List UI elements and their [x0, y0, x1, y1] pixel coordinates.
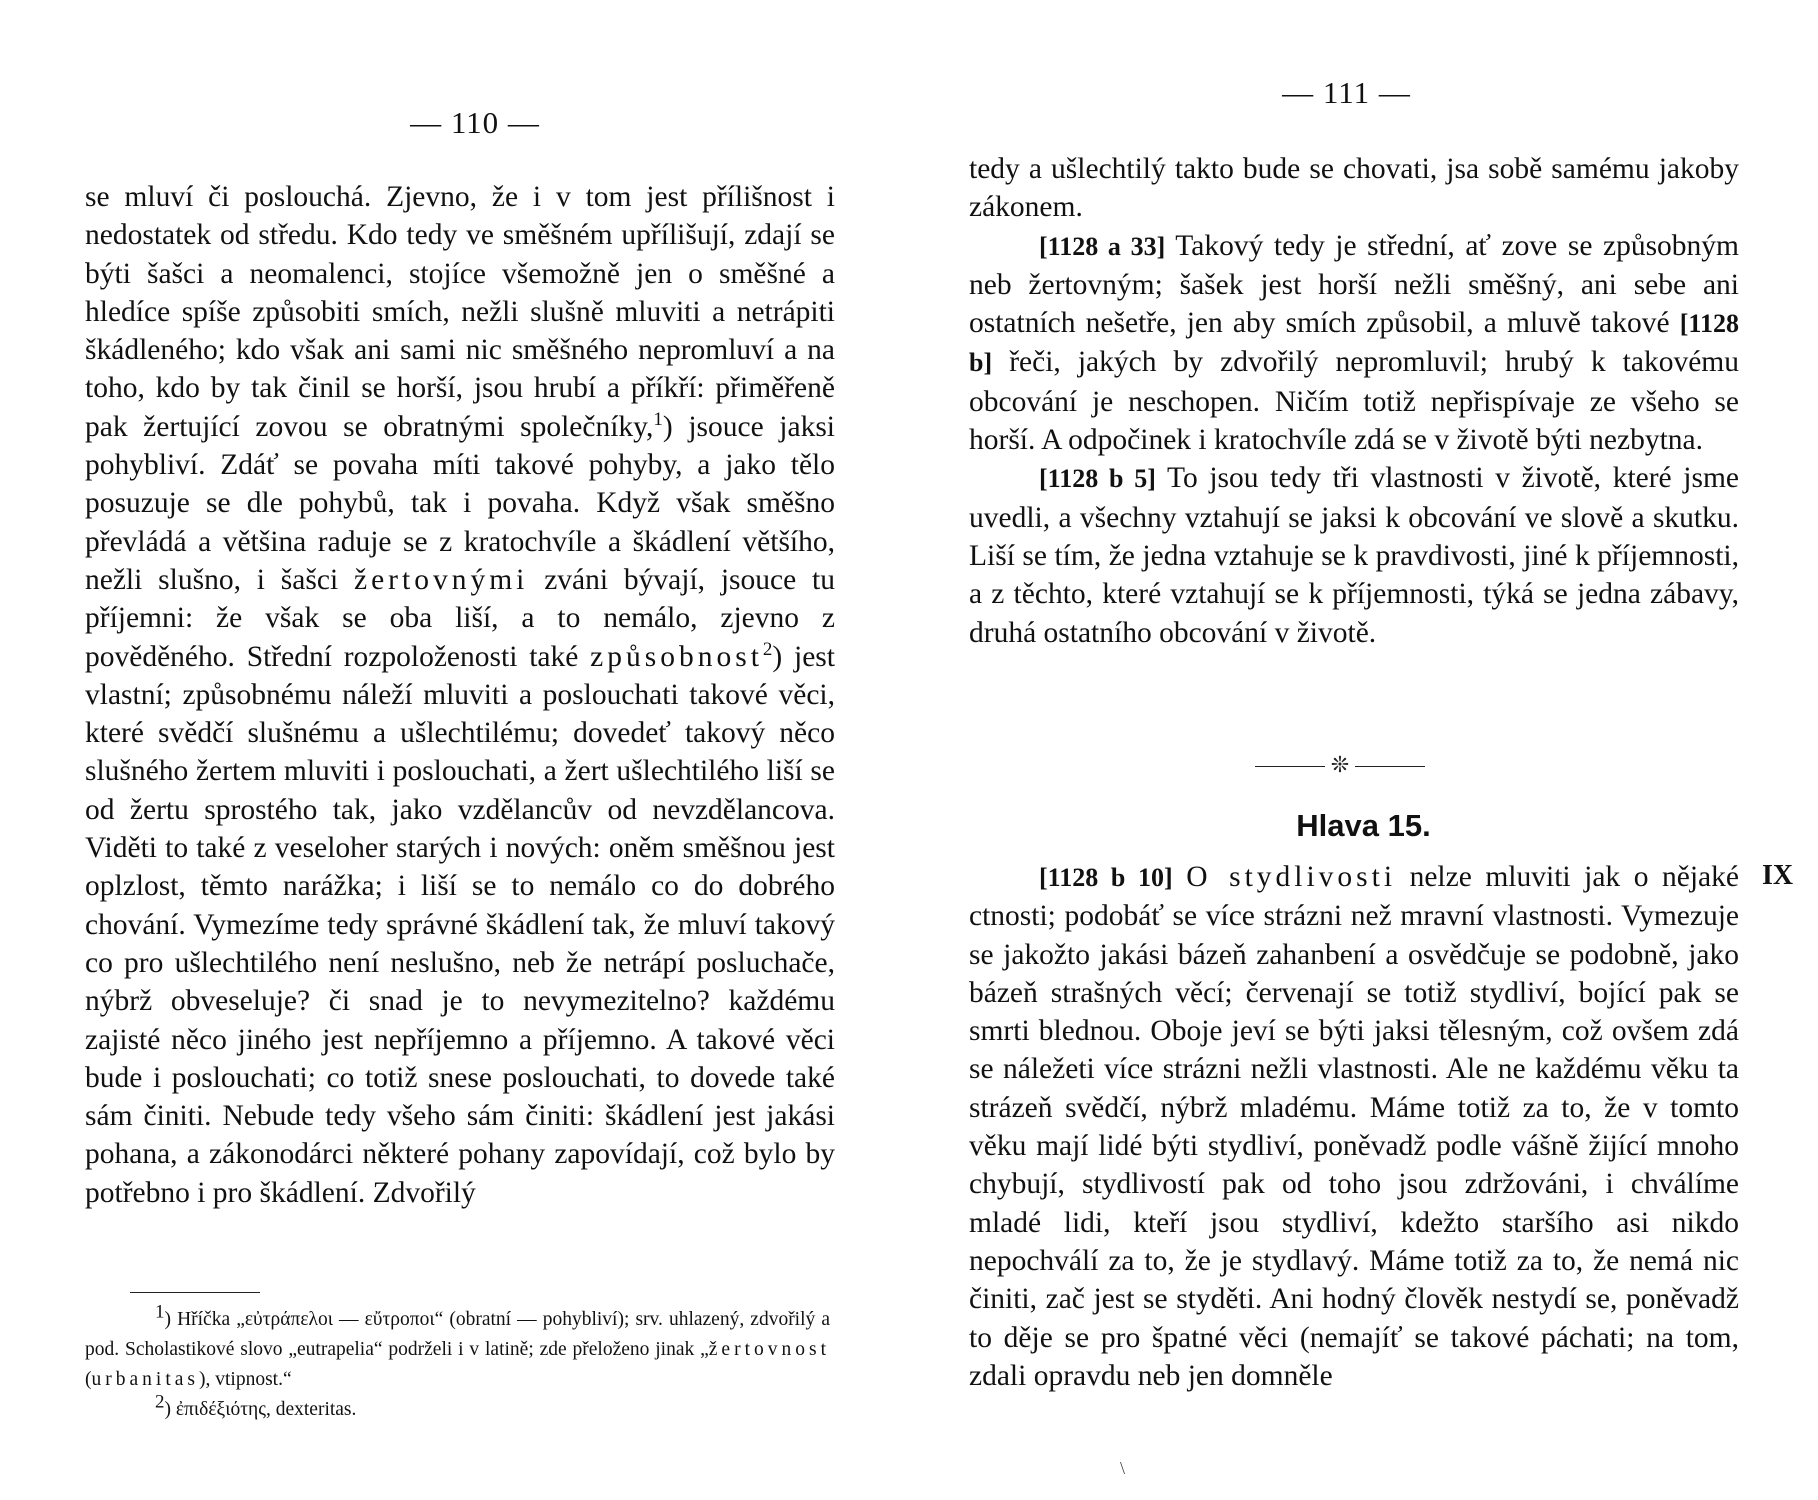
paragraph	[969, 858, 1739, 1395]
divider-line	[1255, 766, 1325, 767]
paragraph: tedy a ušlechtilý takto bude se chovati, jsa sobě samému jakoby zákonem.	[969, 153, 1739, 224]
section-reference: [1128 b 10]	[1039, 863, 1173, 892]
chapter-text	[969, 858, 1739, 1395]
page-number: — 110 —	[410, 105, 540, 140]
main-text	[85, 178, 835, 1212]
divider-line	[1355, 766, 1425, 767]
section-reference: [1128 a 33]	[1039, 231, 1166, 261]
margin-note: IX	[1762, 860, 1794, 891]
divider-ornament: ❊	[1330, 752, 1350, 777]
footnote-text: ) ἐπιδέξιότης, dexteritas.	[164, 1399, 357, 1420]
text-run: zváni bývají, jsouce tu příjemni: že však se oba liší, a to nemálo, zjevno z pověděného. Střední rozpoloženosti také	[85, 563, 835, 673]
chapter-heading: Hlava 15.	[1296, 808, 1431, 843]
emphasized-term: urbanitas	[91, 1369, 199, 1390]
footnote-separator	[130, 1292, 260, 1293]
text-run: ) jest vlastní; způsobnému náleží mluviti a poslouchati takové věci, které svědčí slušnému a ušlechtilému; dovedeť takový něco slušného žertem mluviti i poslouchati, a žert ušlechtilého liší se od žertu sprostého tak, jako vzdělancův od nevzdělancova. Viděti to také z veseloher starých i nových: oněm směšnou jest oplzlost, těmto narážka; i liší se to nemálo co do dobrého chování. Vymezíme tedy správné škádlení tak, že mluví takový co pro ušlechtilého není neslušno, neb že netrápí posluchače, nýbrž obveseluje? či snad je to nevymezitelno? každému zajisté něco jiného jest nepříjemno a příjemno. A takové věci bude i poslouchati; co totiž snese poslouchati, to dovede také sám činiti. Nebude tedy všeho sám činiti: škádlení jest jakási pohana, a zákonodárci některé pohany zapovídají, což bylo by potřebno i pro škádlení. Zdvořilý	[85, 640, 835, 1209]
section-reference: [1128 b 5]	[1039, 464, 1156, 494]
text-run: řeči, jakých by zdvořilý nepromluvil; hrubý k takovému obcování je neschopen. Ničím totiž nepřispívaje ze všeho se horší. A odpočinek i kratochvíle zdá se v životě býti nezbytna.	[969, 346, 1739, 457]
footnote-reference[interactable]: 1	[653, 408, 663, 430]
page-number: — 111 —	[1282, 75, 1411, 110]
text-run: Takový tedy je střední, ať zove se způsobným neb žertovným; šašek jest horší nežli směšný, ani sebe ani ostatních nešetře, jen aby smích způsobil, a mluvě takové	[969, 229, 1739, 340]
section-reference: [1128 b]	[969, 309, 1739, 378]
footnotes	[85, 1301, 830, 1425]
footnote-text: (	[85, 1369, 92, 1390]
footnote	[85, 1301, 830, 1395]
paragraph	[969, 459, 1739, 651]
text-run: se mluví či poslouchá. Zjevno, že i v tom jest přílišnost i nedostatek od středu. Kdo tedy ve směšném upřílišují, zdají se býti šašci a neomalenci, stojíce všemožně jen o směšné a hledíce spíše způsobiti smích, nežli slušně mluviti a netrápiti škádleného; kdo však ani sami nic směšného nepromluví a na toho, kdo by tak činil se horší, jsou hrubí a příkří: přiměřeně pak žertující zovou se obratnými společníky,	[85, 181, 835, 443]
emphasized-term: žertovnými	[354, 563, 529, 596]
footnote-reference[interactable]: 2	[762, 638, 773, 660]
footnote-text: ), vtipnost.“	[198, 1369, 292, 1390]
text-run: nelze mluviti jak o nějaké ctnosti; podobáť se více strázni než mravní vlastnosti. Vymezuje se jakožto jakási bázeň zahanbení a osvědčuje se podobně, jako bázeň strašných věcí; červenají se totiž stydliví, bojící pak se smrti blednou. Oboje jeví se býti jaksi tělesným, což ovšem zdá se náležeti více strázni nežli vlastnosti. Ale ne každému věku ta strázeň svědčí, nýbrž mladému. Máme totiž za to, že v tomto věku mají lidé býti stydliví, poněvadž podle vášně žijící mnoho chybují, stydlivostí pak od toho jsou zdržováni, i chválíme mladé lidi, kteří jsou stydliví, kdežto staršího asi nikdo nepochválí za to, že je stydlavý. Máme totiž za to, že nemá nic činiti, zač jest se styděti. Ani hodný člověk nestydí se, poněvadž to děje se pro špatné věci (nemajíť se takové páchati; na tom, zdali opravdu neb jen domněle	[969, 861, 1739, 1392]
emphasized-term: způsobnost	[590, 640, 763, 673]
section-divider	[1255, 752, 1425, 778]
text-run: ) jsouce jaksi pohybliví. Zdáť se povaha míti takové pohyby, a jako tělo posuzuje se dle pohybů, tak i povaha. Když však směšno převládá a většina raduje se z kratochvíle a škádlení většího, nežli slušno, i šašci	[85, 410, 835, 596]
paragraph	[969, 227, 1739, 460]
paragraph	[85, 178, 835, 1212]
text-run: To jsou tedy tři vlastnosti v životě, které jsme uvedli, a všechny vztahují se jaksi k obcování ve slově a skutku. Liší se tím, že jedna vztahuje se k pravdivosti, jiné k příjemnosti, a z těchto, které vztahují se k příjemnosti, týká se jedna zábavy, druhá ostatního obcování v životě.	[969, 462, 1740, 649]
footnote-text: ) Hříčka „εὐτράπελοι — εὔτροποι“ (obratní — pohybliví); srv. uhlazený, zdvořilý a pod. Scholastikové slovo „eutrapelia“ podrželi i v latině; zde přeloženo jinak „	[85, 1309, 830, 1360]
main-text	[969, 150, 1739, 652]
stray-mark: \	[1120, 1458, 1126, 1478]
footnote-mark: 2	[155, 1391, 165, 1413]
footnote-mark: 1	[155, 1301, 165, 1323]
emphasized-term: žertovnost	[708, 1339, 830, 1360]
emphasized-term: O stydlivosti	[1186, 861, 1397, 893]
footnote	[85, 1391, 830, 1425]
